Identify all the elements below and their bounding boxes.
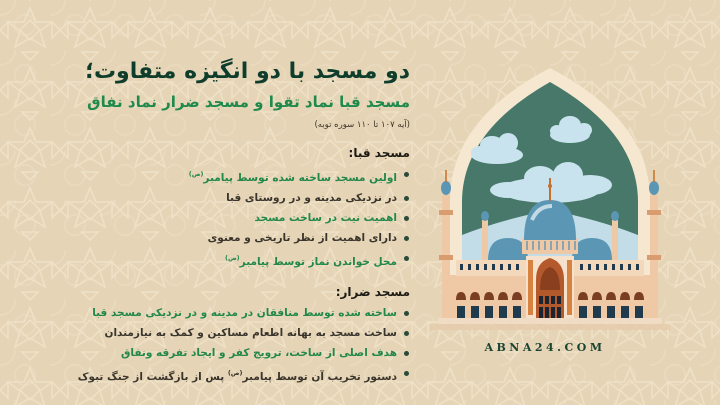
section-heading-quba: مسجد قبا: xyxy=(348,146,410,160)
list-item: دارای اهمیت از نظر تاریخی و معنوی xyxy=(80,228,410,248)
list-item: اولین مسجد ساخته شده توسط پیامبر$^{(ص)}$ xyxy=(80,164,410,188)
zarar-list xyxy=(77,303,410,387)
list-item: در نزدیکی مدینه و در روستای قبا xyxy=(80,188,410,208)
section-heading-zarar: مسجد ضرار: xyxy=(335,285,410,299)
subtitle: مسجد قبا نماد تقوا و مسجد ضرار نماد نفاق xyxy=(87,93,410,111)
page-title: دو مسجد با دو انگیزه متفاوت؛ xyxy=(85,59,410,84)
list-item: هدف اصلی از ساخت، ترویج کفر و ایجاد تفرقه ونفاق xyxy=(80,343,410,363)
mosque-illustration xyxy=(430,60,670,330)
list-item: دستور تخریب آن توسط پیامبر$^{(ص)}$ پس از بازگشت از جنگ تبوک xyxy=(80,363,410,387)
list-item: ساخت مسجد به بهانه اطعام مساکین و کمک به نیازمندان xyxy=(80,323,410,343)
text-column xyxy=(77,58,410,387)
list-item: اهمیت نیت در ساخت مسجد xyxy=(80,208,410,228)
quran-reference: (آیه ۱۰۷ تا ۱۱۰ سوره توبه) xyxy=(314,120,410,130)
building xyxy=(450,256,650,320)
quba-list xyxy=(80,164,410,272)
website-label: ABNA24.COM xyxy=(484,341,606,354)
list-item: ساخته شده توسط منافقان در مدینه و در نزدیکی مسجد قبا xyxy=(80,303,410,323)
list-item: محل خواندن نماز توسط پیامبر$^{(ص)}$ xyxy=(80,248,410,272)
